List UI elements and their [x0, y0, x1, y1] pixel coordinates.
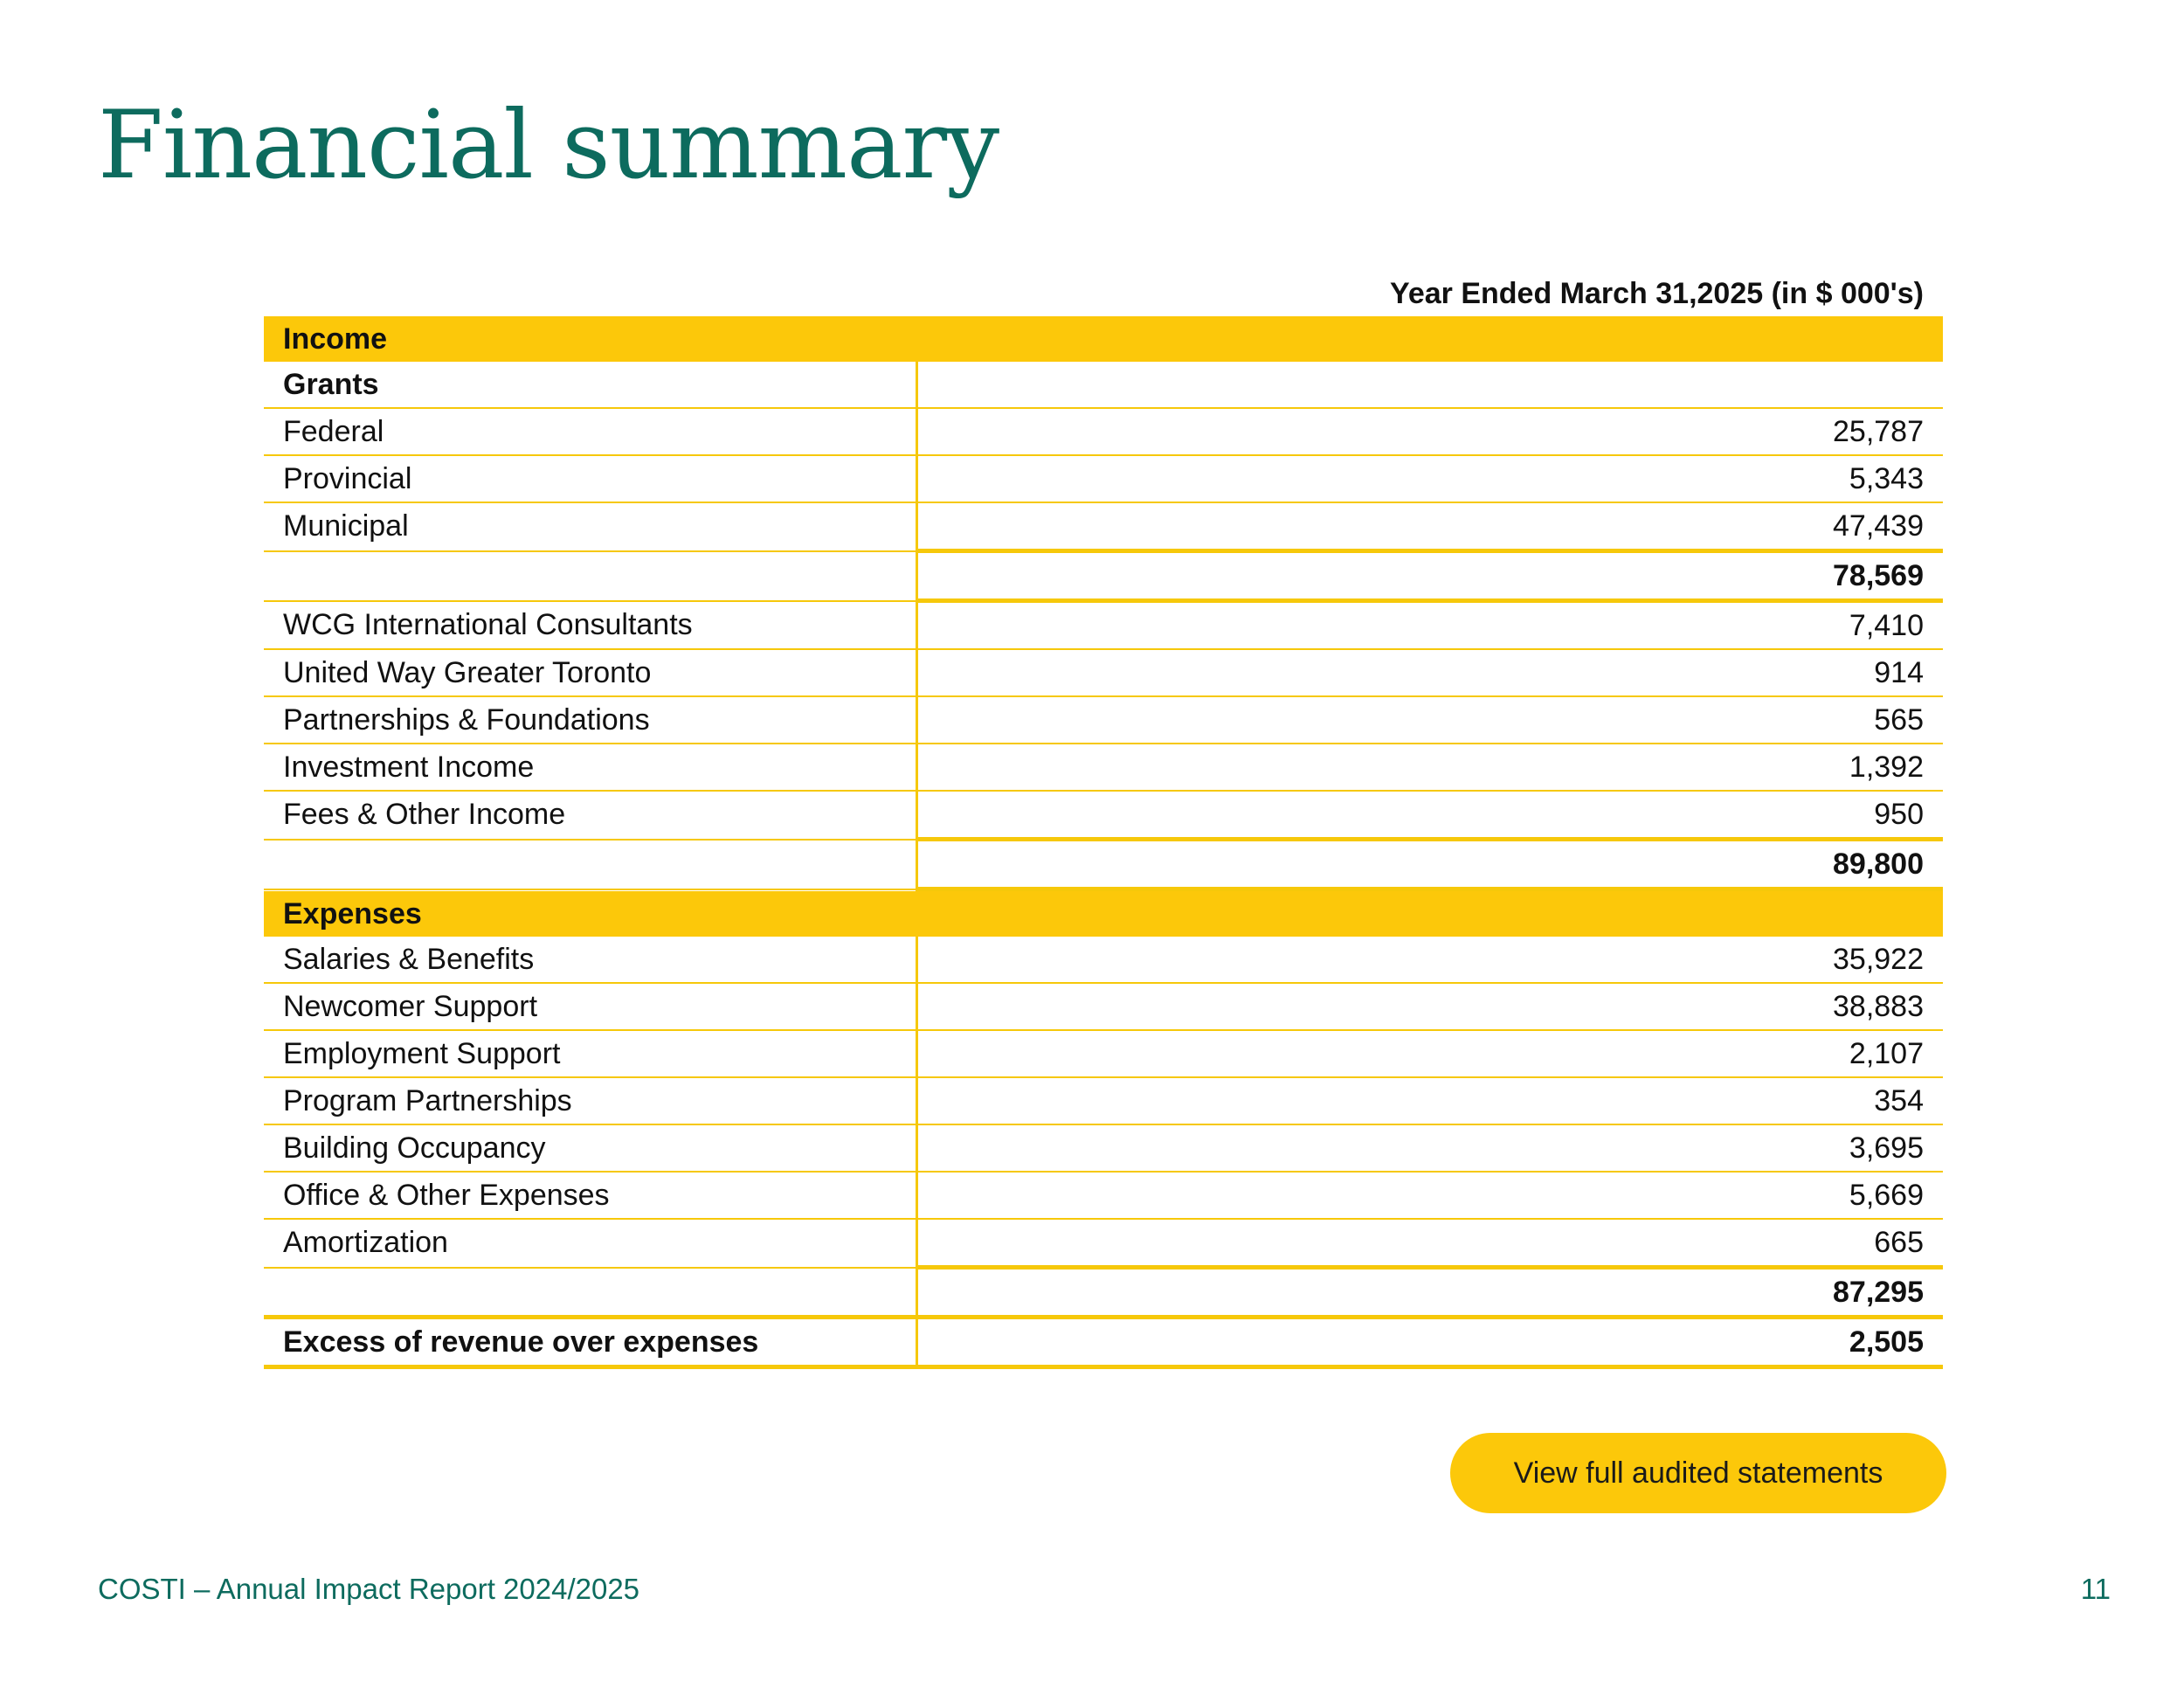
excess-label: Excess of revenue over expenses	[264, 1318, 916, 1367]
row-label: Provincial	[264, 455, 916, 502]
row-value: 2,107	[916, 1030, 1943, 1077]
row-value: 1,392	[916, 744, 1943, 791]
row-label: Salaries & Benefits	[264, 937, 916, 983]
row-value: 665	[916, 1219, 1943, 1268]
row-label: Partnerships & Foundations	[264, 696, 916, 744]
row-value: 914	[916, 649, 1943, 696]
row-label: Municipal	[264, 502, 916, 551]
grants-subtotal-value: 78,569	[916, 551, 1943, 601]
view-audited-statements-button[interactable]: View full audited statements	[1450, 1433, 1946, 1513]
table-row	[264, 601, 1943, 650]
expenses-total-row	[264, 1268, 1943, 1318]
row-label: Newcomer Support	[264, 983, 916, 1030]
table-row	[264, 408, 1943, 455]
row-label: Office & Other Expenses	[264, 1172, 916, 1219]
table-row	[264, 455, 1943, 502]
row-value: 25,787	[916, 408, 1943, 455]
expenses-total-value: 87,295	[916, 1268, 1943, 1318]
row-label: Amortization	[264, 1219, 916, 1268]
row-label: Employment Support	[264, 1030, 916, 1077]
table-row	[264, 1077, 1943, 1124]
table-row	[264, 983, 1943, 1030]
table-row	[264, 1172, 1943, 1219]
row-value: 5,343	[916, 455, 1943, 502]
expenses-section-header	[264, 889, 1943, 937]
row-value: 3,695	[916, 1124, 1943, 1172]
row-label: Fees & Other Income	[264, 791, 916, 840]
grants-heading-row	[264, 362, 1943, 408]
row-label: Program Partnerships	[264, 1077, 916, 1124]
table-row	[264, 1030, 1943, 1077]
grants-heading: Grants	[264, 362, 916, 408]
row-label: United Way Greater Toronto	[264, 649, 916, 696]
table-row	[264, 1124, 1943, 1172]
row-value: 565	[916, 696, 1943, 744]
row-value: 35,922	[916, 937, 1943, 983]
row-value: 354	[916, 1077, 1943, 1124]
excess-value: 2,505	[916, 1318, 1943, 1367]
table-row	[264, 744, 1943, 791]
row-value: 7,410	[916, 601, 1943, 650]
income-total-value: 89,800	[916, 840, 1943, 889]
expenses-heading: Expenses	[264, 889, 1943, 937]
row-value: 5,669	[916, 1172, 1943, 1219]
table-row	[264, 649, 1943, 696]
row-label: Federal	[264, 408, 916, 455]
table-row	[264, 696, 1943, 744]
table-column-header-row	[264, 260, 1943, 316]
footer-report-title: COSTI – Annual Impact Report 2024/2025	[98, 1573, 640, 1605]
row-label: WCG International Consultants	[264, 601, 916, 650]
income-heading: Income	[264, 316, 1943, 362]
row-value: 38,883	[916, 983, 1943, 1030]
income-total-row	[264, 840, 1943, 889]
grants-subtotal-row	[264, 551, 1943, 601]
excess-row	[264, 1318, 1943, 1367]
page-number: 11	[2080, 1573, 2111, 1605]
table-row	[264, 791, 1943, 840]
row-value: 47,439	[916, 502, 1943, 551]
table-row	[264, 937, 1943, 983]
column-header: Year Ended March 31,2025 (in $ 000's)	[1390, 277, 1924, 310]
table-row	[264, 1219, 1943, 1268]
page-title: Financial summary	[98, 91, 999, 200]
income-section-header	[264, 316, 1943, 362]
financial-summary-table	[264, 260, 1943, 1369]
row-label: Building Occupancy	[264, 1124, 916, 1172]
row-value: 950	[916, 791, 1943, 840]
table-row	[264, 502, 1943, 551]
row-label: Investment Income	[264, 744, 916, 791]
